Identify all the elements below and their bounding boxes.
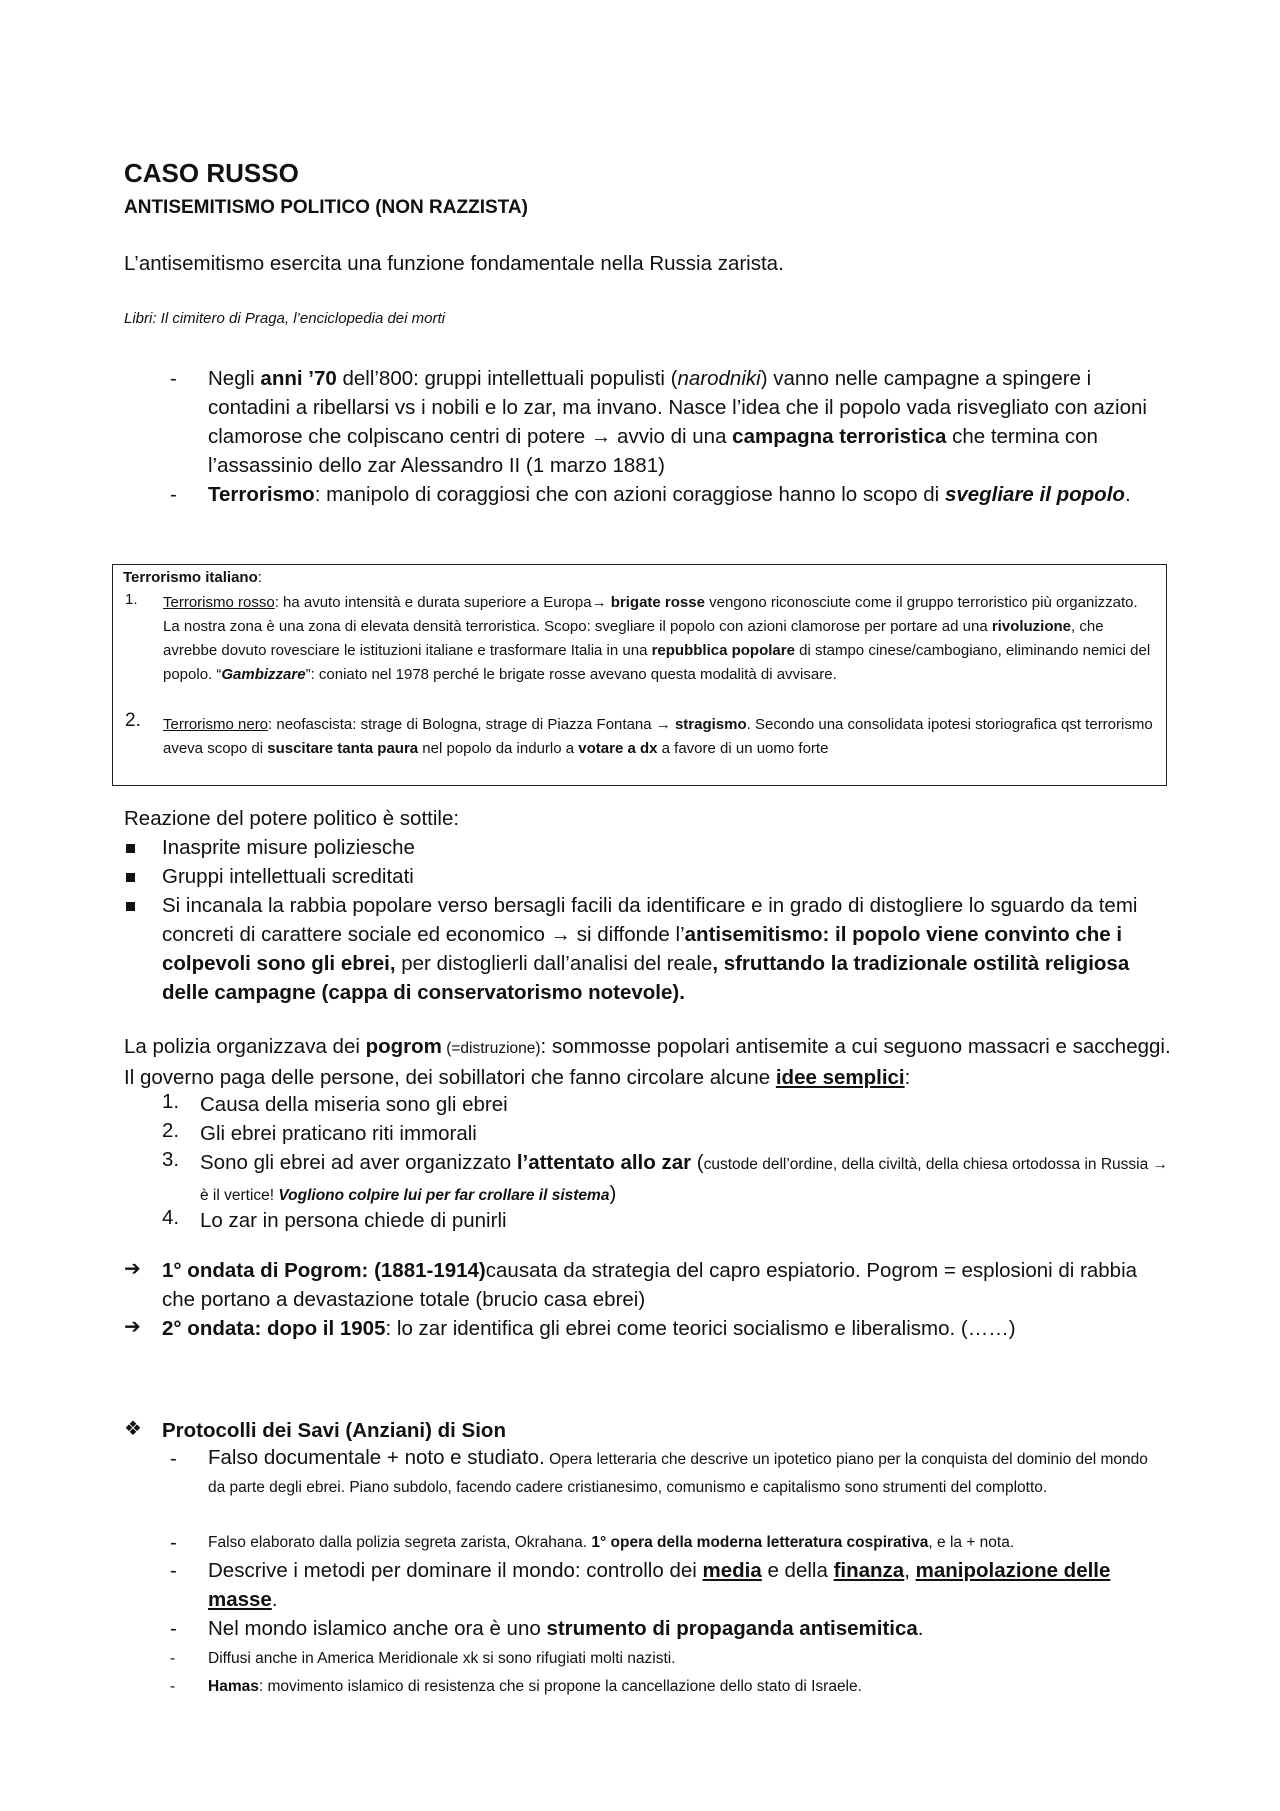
- dash-bullet: -: [170, 367, 177, 390]
- protocols-item: Falso documentale + noto e studiato. Opera letteraria che descrive un ipotetico piano per la conquista del dominio del mondo da parte degli ebrei. Piano subdolo, facendo cadere cristianesimo, comunismo e capitalismo sono strumenti del complotto.: [208, 1446, 1148, 1496]
- protocols-item: Nel mondo islamico anche ora è uno strumento di propaganda antisemitica.: [208, 1617, 924, 1640]
- reaction-heading: Reazione del potere politico è sottile:: [124, 807, 460, 830]
- dash-bullet: -: [170, 1559, 177, 1582]
- reaction-item: Gruppi intellettuali screditati: [162, 865, 414, 888]
- idea-item: Gli ebrei praticano riti immorali: [200, 1122, 477, 1145]
- protocols-heading: Protocolli dei Savi (Anziani) di Sion: [162, 1419, 506, 1442]
- arrow-icon: ➔: [124, 1316, 141, 1338]
- square-bullet: [126, 844, 135, 853]
- box-heading: Terrorismo italiano:: [123, 569, 262, 586]
- dash-bullet: -: [170, 1447, 177, 1470]
- protocols-item: Descrive i metodi per dominare il mondo: controllo dei media e della finanza, manipolazione delle masse.: [208, 1559, 1111, 1611]
- idea-number: 2.: [162, 1119, 180, 1142]
- idea-number: 4.: [162, 1206, 180, 1229]
- idea-item: Sono gli ebrei ad aver organizzato l’attentato allo zar (custode dell’ordine, della civiltà, della chiesa ortodossa in Russia → è il vertice! Vogliono colpire lui per far crollare il sistema): [200, 1151, 1169, 1205]
- box-item-rosso: Terrorismo rosso: ha avuto intensità e durata superiore a Europa→ brigate rosse vengono riconosciute come il gruppo terroristico più organizzato. La nostra zona è una zona di elevata densità terroristica. Scopo: svegliare il popolo con azioni clamorose per portare ad una rivoluzione, che avrebbe dovuto rovesciare le istituzioni italiane e trasformare Italia in una repubblica popolare di stampo cinese/cambogiano, eliminando nemici del popolo. “Gambizzare”: coniato nel 1978 perché le brigate rosse avevano questa modalità di avvisare.: [163, 594, 1151, 683]
- idea-number: 3.: [162, 1148, 180, 1171]
- page-title: CASO RUSSO: [124, 158, 299, 188]
- idea-item: Lo zar in persona chiede di punirli: [200, 1209, 507, 1232]
- terrorismo-italiano-box: [112, 564, 1167, 786]
- dash-bullet: -: [170, 1678, 176, 1695]
- reaction-item: Si incanala la rabbia popolare verso bersagli facili da identificare e in grado di distogliere lo sguardo da temi concreti di carattere sociale ed economico → si diffonde l’antisemitismo: il popolo viene convinto che i colpevoli sono gli ebrei, per distoglierli dall’analisi del reale, sfruttando la tradizionale ostilità religiosa delle campagne (cappa di conservatorismo notevole).: [162, 894, 1138, 1004]
- dash-bullet: -: [170, 1531, 177, 1554]
- wave-2: 2° ondata: dopo il 1905: lo zar identifica gli ebrei come teorici socialismo e liberalismo. (……): [162, 1317, 1016, 1340]
- bullet-terrorismo: Terrorismo: manipolo di coraggiosi che con azioni coraggiose hanno lo scopo di svegliare il popolo.: [208, 483, 1131, 506]
- pogrom-paragraph: La polizia organizzava dei pogrom (=distruzione): sommosse popolari antisemite a cui seguono massacri e saccheggi. Il governo paga delle persone, dei sobillatori che fanno circolare alcune idee semplici:: [124, 1035, 1171, 1089]
- reaction-item: Inasprite misure poliziesche: [162, 836, 415, 859]
- intro-paragraph: L’antisemitismo esercita una funzione fondamentale nella Russia zarista.: [124, 252, 784, 275]
- books-note: Libri: Il cimitero di Praga, l’enciclopedia dei morti: [124, 310, 445, 327]
- square-bullet: [126, 902, 135, 911]
- page-subtitle: ANTISEMITISMO POLITICO (NON RAZZISTA): [124, 197, 528, 218]
- dash-bullet: -: [170, 1617, 177, 1640]
- square-bullet: [126, 873, 135, 882]
- idea-item: Causa della miseria sono gli ebrei: [200, 1093, 508, 1116]
- arrow-icon: ➔: [124, 1258, 141, 1280]
- protocols-item: Hamas: movimento islamico di resistenza che si propone la cancellazione dello stato di Israele.: [208, 1678, 862, 1695]
- dash-bullet: -: [170, 483, 177, 506]
- box-item-number: 2.: [125, 710, 141, 731]
- diamond-icon: ❖: [124, 1418, 142, 1440]
- wave-1: 1° ondata di Pogrom: (1881-1914)causata da strategia del capro espiatorio. Pogrom = esplosioni di rabbia che portano a devastazione totale (brucio casa ebrei): [162, 1259, 1138, 1311]
- protocols-item: Falso elaborato dalla polizia segreta zarista, Okrahana. 1° opera della moderna letteratura cospirativa, e la + nota.: [208, 1534, 1015, 1551]
- bullet-anni-70: Negli anni ’70 dell’800: gruppi intellettuali populisti (narodniki) vanno nelle campagne a spingere i contadini a ribellarsi vs i nobili e lo zar, ma invano. Nasce l’idea che il popolo vada risvegliato con azioni clamorose che colpiscano centri di potere → avvio di una campagna terroristica che termina con l’assassinio dello zar Alessandro II (1 marzo 1881): [208, 367, 1147, 477]
- dash-bullet: -: [170, 1650, 176, 1667]
- idea-number: 1.: [162, 1090, 180, 1113]
- box-item-number: 1.: [125, 591, 138, 608]
- protocols-item: Diffusi anche in America Meridionale xk si sono rifugiati molti nazisti.: [208, 1650, 676, 1667]
- box-item-nero: Terrorismo nero: neofascista: strage di Bologna, strage di Piazza Fontana → stragismo. Secondo una consolidata ipotesi storiografica qst terrorismo aveva scopo di suscitare tanta paura nel popolo da indurlo a votare a dx a favore di un uomo forte: [163, 716, 1153, 757]
